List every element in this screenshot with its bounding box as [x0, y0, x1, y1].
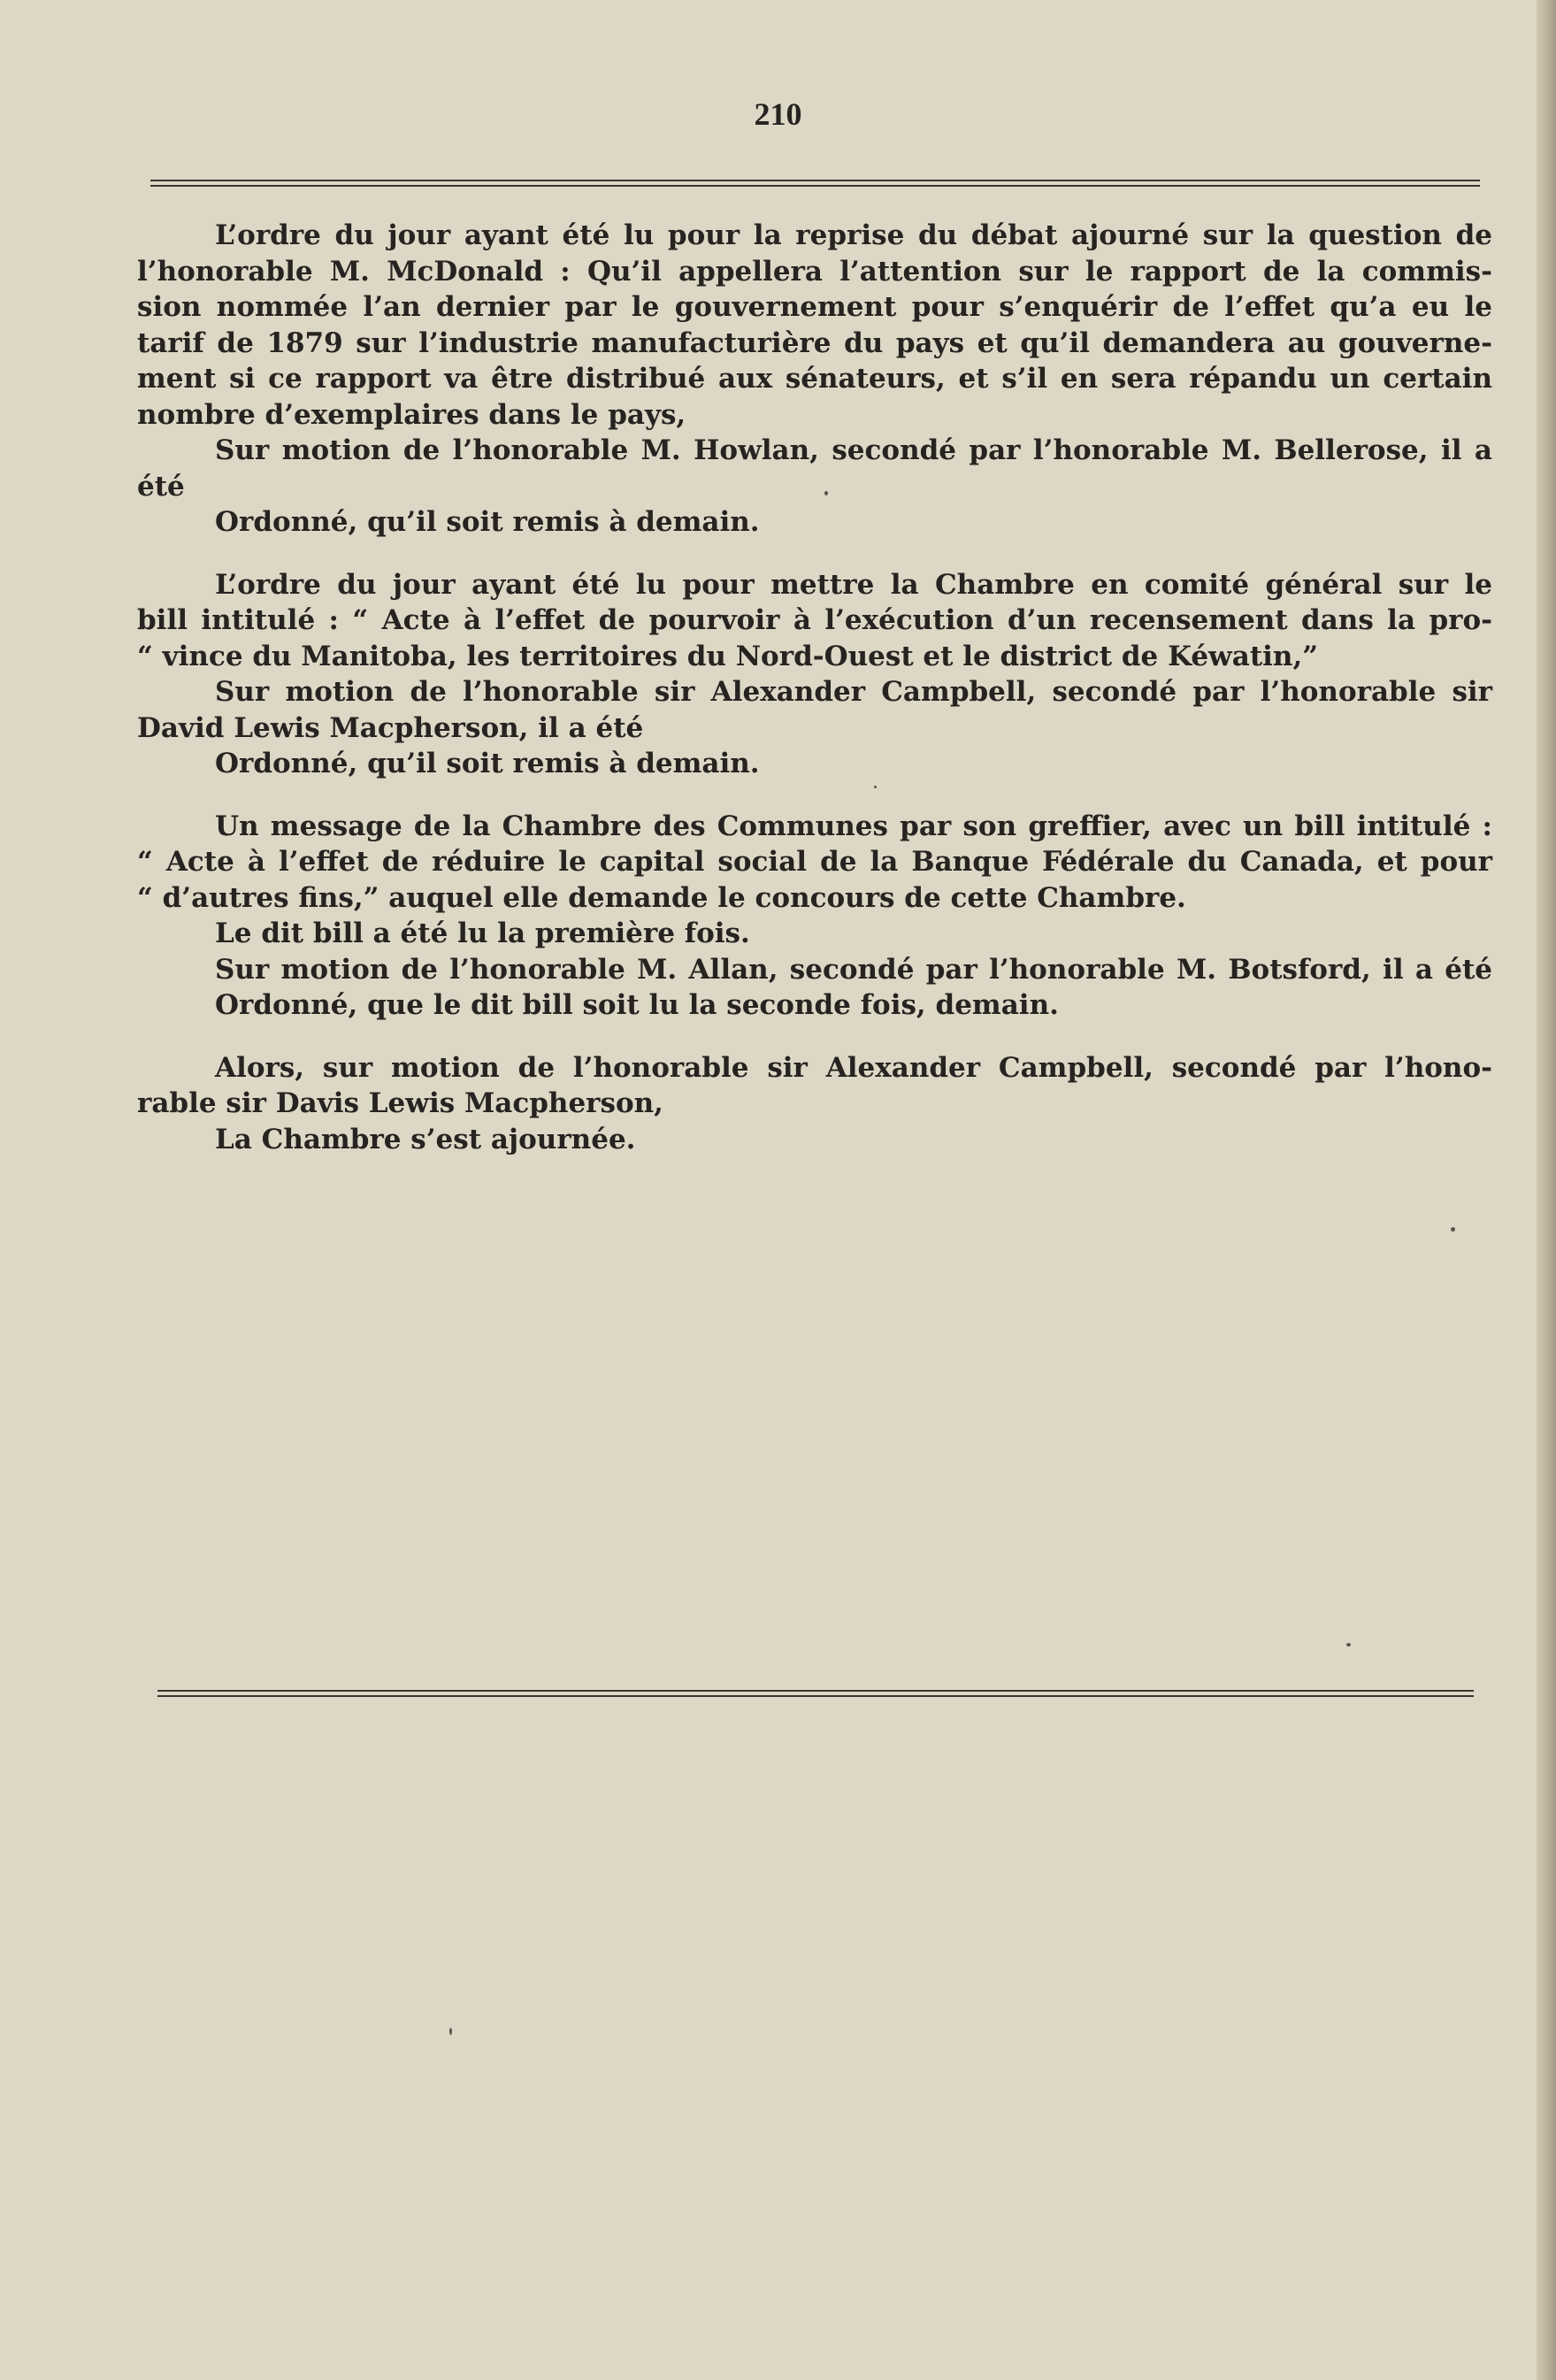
text-line: Sur motion de l’honorable M. Howlan, secondé par l’honorable M. Bellerose, il a — [215, 434, 1492, 466]
text-line: Alors, sur motion de l’honorable sir Alexander Campbell, secondé par l’hono- — [215, 1051, 1492, 1084]
text-line: Ordonné, que le dit bill soit lu la seconde fois, demain. — [215, 989, 1059, 1021]
paper-speck — [1346, 1643, 1351, 1647]
paragraph — [137, 218, 1492, 541]
paper-speck — [824, 491, 828, 495]
text-line: Ordonné, qu’il soit remis à demain. — [215, 506, 760, 538]
paragraph-gap — [137, 782, 1492, 809]
text-line: “ d’autres fins,” auquel elle demande le concours de cette Chambre. — [137, 881, 1186, 914]
text-line: été — [137, 470, 185, 503]
paragraph — [137, 1050, 1492, 1158]
body-text — [137, 218, 1492, 1157]
text-line: nombre d’exemplaires dans le pays, — [137, 398, 686, 431]
paper-speck — [449, 2028, 452, 2035]
text-line: David Lewis Macpherson, il a été — [137, 711, 644, 744]
text-line: Sur motion de l’honorable sir Alexander Campbell, secondé par l’honorable sir — [215, 676, 1492, 708]
paper-speck — [1451, 1227, 1455, 1232]
text-line: Sur motion de l’honorable M. Allan, secondé par l’honorable M. Botsford, il a été — [215, 953, 1492, 986]
text-line: Un message de la Chambre des Communes par son greffier, avec un bill intitulé : — [215, 810, 1492, 842]
paragraph — [137, 567, 1492, 782]
text-line: L’ordre du jour ayant été lu pour la reprise du débat ajourné sur la question de — [215, 219, 1492, 251]
text-line: sion nommée l’an dernier par le gouvernement pour s’enquérir de l’effet qu’a eu le — [137, 291, 1492, 323]
paragraph-gap — [137, 1024, 1492, 1050]
text-line: “ Acte à l’effet de réduire le capital social de la Banque Fédérale du Canada, et pour — [137, 846, 1492, 878]
text-line: Ordonné, qu’il soit remis à demain. — [215, 748, 760, 779]
top-double-rule — [150, 180, 1480, 187]
text-line: bill intitulé : “ Acte à l’effet de pourvoir à l’exécution d’un recensement dans la pro- — [137, 604, 1492, 636]
text-line: “ vince du Manitoba, les territoires du Nord-Ouest et le district de Kéwatin,” — [137, 640, 1319, 672]
page-edge-shadow — [1537, 0, 1556, 2380]
text-line: tarif de 1879 sur l’industrie manufacturière du pays et qu’il demandera au gouverne- — [137, 326, 1492, 359]
bottom-double-rule — [157, 1690, 1474, 1697]
paragraph-gap — [137, 541, 1492, 567]
text-line: ment si ce rapport va être distribué aux sénateurs, et s’il en sera répandu un certain — [137, 363, 1492, 395]
text-line: La Chambre s’est ajournée. — [215, 1123, 636, 1155]
paper-speck — [874, 786, 877, 788]
text-line: rable sir Davis Lewis Macpherson, — [137, 1087, 663, 1119]
page-number: 210 — [754, 96, 802, 132]
text-line: L’ordre du jour ayant été lu pour mettre la Chambre en comité général sur le — [215, 568, 1492, 601]
text-line: Le dit bill a été lu la première fois. — [215, 917, 750, 949]
text-line: l’honorable M. McDonald : Qu’il appellera l’attention sur le rapport de la commis- — [137, 255, 1492, 288]
paragraph — [137, 809, 1492, 1024]
